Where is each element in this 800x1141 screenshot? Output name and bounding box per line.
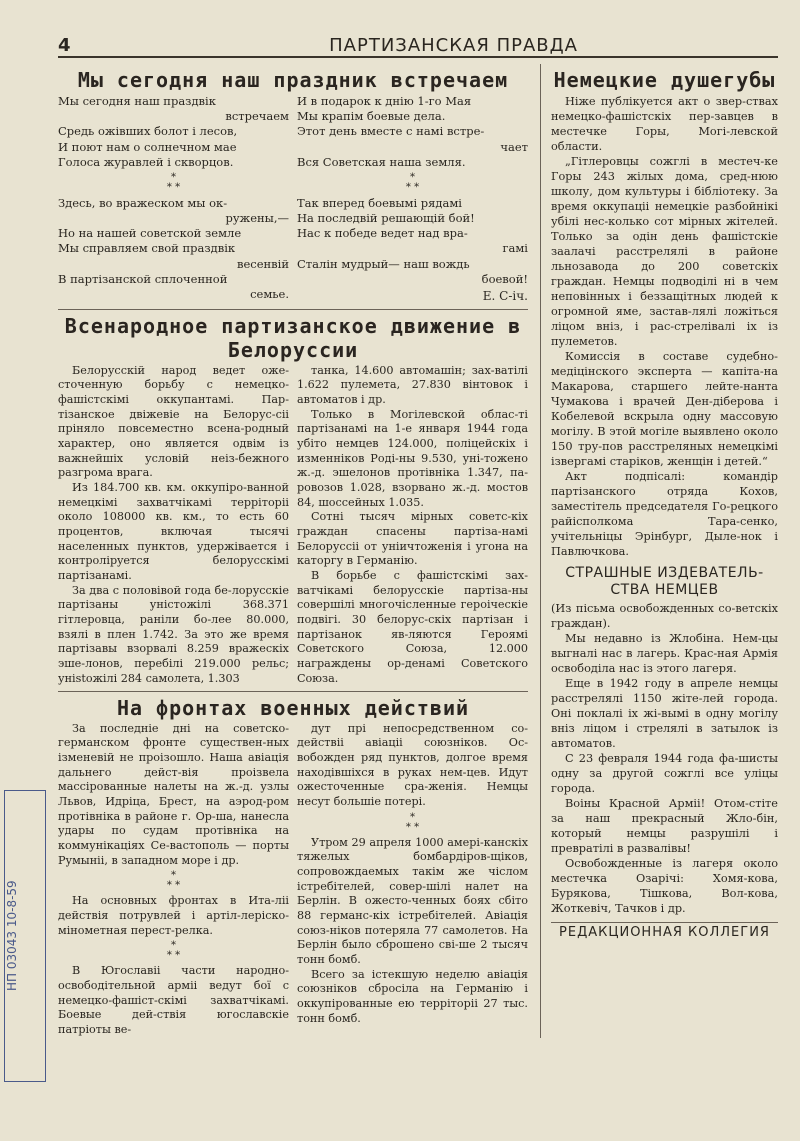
poem-line: Так вперед боевымі рядамі — [297, 195, 462, 210]
paragraph: дут прі непосредственном со-действіі авіаціі союзніков. Ос-вобожден ряд пунктов, долгое время находівшіхся в руках нем-цев. Идут ожесточенные сра-женія. Немцы несут большіе потері. — [297, 721, 528, 808]
page-number: 4 — [58, 35, 71, 56]
poem-line: семье. — [250, 286, 289, 301]
paragraph: За последніе дні на советско-германском фронте существен-ных ізменевій не пpоізошло. Наша авіація дальнего дейст-вія проізвела массірованные налеты на ж.-д. узлы Львов, Идріца, Брест, на аэрод-ром протівніка в районе г. Ор-ша, нанесла удары по судам протівніка на коммунікаціях Се-вастополь — порты Румыніі, в западном море і др. — [58, 721, 289, 867]
paragraph: Белорусскій народ ведет оже-сточенную борьбу с немецко-фашістскімі оккупантамі. Пар-тізанское двіжевіе на Белорус-сіі пріняло повсеместно всена-родный характер, оно является одвім із важнейшіх условій неіз-бежного разгрома врага. — [58, 363, 289, 480]
paragraph: танка, 14.600 автомашін; зах-ватілі 1.622 пулемета, 27.830 вінтовок і автоматов і др. — [297, 363, 528, 407]
stamp-text: НП 03043 10-8-59 — [4, 790, 46, 1082]
paragraph: Воіны Красной Арміі! Отом-стіте за наш прекрасный Жло-бін, который немцы разрушілі і превратілі в развалівы! — [551, 797, 778, 856]
masthead: ПАРТИЗАНСКАЯ ПРАВДА — [329, 35, 578, 56]
right-column — [540, 64, 778, 1038]
poem-line: Вся Советская наша земля. — [297, 154, 466, 169]
poem-line: ружены,— — [225, 211, 289, 226]
stars-divider: * * * — [405, 811, 420, 833]
movement-title: Всенародное партизанское движение в Белоруссии — [58, 309, 528, 362]
atrocities-subtitle: (Из пісьма освобожденных со-ветскіх граждан). — [551, 602, 778, 631]
movement-column-1 — [58, 364, 289, 687]
poem-line: На последвій решающій бой! — [297, 211, 475, 226]
poem-line: Мы справляем свой праздвік — [58, 241, 236, 256]
left-column — [58, 64, 528, 1038]
poem-column-2 — [297, 94, 528, 305]
poem-line: В партізанской сплоченной — [58, 271, 228, 286]
paragraph: Комиссія в составе судебно-медіцінского эксперта — капіта-на Макарова, старшего лейте-нанта Чумакова і врачей Ден-діберова і Кобелевой вскрыла одну массовую могілу. В этой могіле выявлено около 150 тру-пов расстреляных немецкімі ізвергамі старіков, женщін і детей.“ — [551, 350, 778, 469]
stars-divider: * * * — [166, 870, 181, 892]
paragraph: С 23 февраля 1944 года фа-шисты одну за другой сожглі все уліцы города. — [551, 752, 778, 796]
poem-title: Мы сегодня наш праздник встречаем — [77, 68, 509, 92]
poem-line: Мы сегодня наш праздвік — [58, 94, 216, 108]
poem-line: И поют нам о солнечном мае — [58, 139, 237, 154]
stars-divider: * * * — [166, 940, 181, 962]
paragraph: На основных фронтах в Ита-ліі действія потрувлей і артіл-леріско-мінометная перест-релка. — [58, 894, 289, 937]
poem-line: боевой! — [481, 271, 528, 286]
paragraph: Сотні тысяч мірных советс-кіх граждан спасены партіза-намі Белоруссіі от уніичтоженія і угона на каторгу в Германію. — [297, 510, 528, 568]
movement-article — [58, 364, 528, 687]
fronts-title: На фронтах военных действий — [58, 691, 528, 720]
poem-line: Нас к победе ведет над вра- — [297, 226, 468, 241]
stars-divider: * * * — [405, 171, 420, 193]
paragraph: Из 184.700 кв. км. оккупіро-ванной немецкімі захватчікамі терріторіі около 108000 кв. км., то есть 60 процентов, включая тысячі населенных пунктов, удержівается і контролірyется белорусскімі партізанамі. — [58, 481, 289, 583]
poem-line: весенвій — [236, 256, 289, 271]
poem-line: Сталін мудрый— наш вождь — [297, 256, 470, 271]
paragraph: Всего за істекшую неделю авіація союзніков сбросіла на Германію і оккупірованные ею терріторіі 27 тыс. тонн бомб. — [297, 967, 528, 1025]
movement-column-2 — [297, 364, 528, 687]
paragraph: Мы недавно із Жлобіна. Нем-цы выгналі нас в лагерь. Крас-ная Армія освободіла нас із этого лагеря. — [551, 632, 778, 676]
paragraph: Только в Могілевской облас-ті партізанамі на 1-е января 1944 года убіто немцев 124.000, поліцейскіх і изменніков Роді-ны 9.530, уні-тожено ж.-д. эшелонов протівніка 1.347, па-ровозов 1.028, взорвано ж.-д. мостов 84, шоссейных 1.035. — [297, 407, 528, 509]
paragraph: Ніже публікуется акт о звер-ствах немецко-фашістскіх пер-завцев в местечке Горы, Могі-левской области. — [551, 95, 778, 154]
poem-line: Средь ожівших болот і лесов, — [58, 124, 238, 139]
poem-line: гамі — [502, 241, 528, 256]
poem — [58, 94, 528, 305]
fronts-column-1 — [58, 722, 289, 1038]
poem-line: чает — [500, 139, 528, 154]
fronts-article — [58, 722, 528, 1038]
fronts-column-2 — [297, 722, 528, 1038]
poem-line: Но на нашей советской земле — [58, 226, 242, 241]
poem-signature: Е. С-іч. — [482, 288, 528, 303]
poem-line: И в подарок к днію 1-го Мая — [297, 94, 472, 108]
poem-line: встречаем — [225, 109, 289, 124]
stars-divider: * * * — [166, 171, 181, 193]
paragraph: Акт подпісалі: командір партізанского отряда Кохов, заместітель председателя Го-рецкого райісполкома Тара-сенко, учітельніцы Эрінбург, Дыле-нок і Павлючкова. — [551, 470, 778, 559]
paragraph: Еще в 1942 году в апреле немцы расстрелялі 1150 жіте-лей города. Оні поклалі іх жі-вымі в одну могілу вніз ліцом і стрелялі в затылок із автоматов. — [551, 677, 778, 751]
paragraph: Утром 29 апреля 1000 амері-канскіх тяжелых бомбардіров-щіков, сопровождаемых такім же чіслом істребітелей, совер-шілі налет на Берлін. В ожесто-ченных боях сбіто 88 германс-кіх істребітелей. Авіація союз-ніков потеряла 77 самолетов. На Берлін было сброшено сві-ше 2 тысяч тонн бомб. — [297, 835, 528, 966]
poem-line: Мы крапім боевые дела. — [297, 109, 446, 124]
murderers-title: Немецкие душегубы — [553, 68, 776, 92]
archive-stamp — [2, 790, 48, 1080]
paragraph: „Гітлеровцы сожглі в местеч-ке Горы 243 жілых дома, сред-нюю школу, дом культуры і бібліотеку. За время оккупаціі немецкіе разбойнікі убілі нес-колько сот мірных жітелей. Только за одін день фашістскіе заалачі расстрелялі в районе льнозавода до 200 советскіх граждан. Немцы подводілі ні в чем неповінных і беззащітных людей к огромной яме, застав-лялі ложіться ліцом вніз, і рас-стрелівалі іх із пулеметов. — [551, 155, 778, 349]
atrocities-title: СТРАШНЫЕ ИЗДЕВАТЕЛЬ-СТВА НЕМЦЕВ — [565, 565, 764, 599]
paragraph: За два с половівой года бе-лорусскіе партізаны уністожілі 368.371 гітлеровца, раніли бо-лее 80.000, взялі в плен 1.742. За это же время партізавы взорвалі 8.259 вражескіх эше-лонов, перебілі 219.000 рельс; уніstожілі 284 самолета, 1.303 — [58, 583, 289, 685]
paragraph: Освобожденные із лагеря около местечка Озарічі: Хомя-кова, Бурякова, Тішкова, Вол-кова, Жоткевіч, Тачков і др. — [551, 857, 778, 916]
paragraph: В Югославіі части народно-освободітельной арміі ведут бої с немецко-фашіст-скімі захватчікамі. Боевые дей-ствія югославскіе патріоты ве- — [58, 964, 289, 1036]
poem-column-1 — [58, 94, 289, 305]
poem-line: Здесь, во вражеском мы ок- — [58, 195, 228, 210]
editorial-board: РЕДАКЦИОННАЯ КОЛЛЕГИЯ — [551, 922, 778, 940]
poem-line: Этот день вместе с намі встре- — [297, 124, 485, 139]
paragraph: В борьбе с фашістскімі зах-ватчікамі белорусскіе партіза-ны совершілі многочісленные героіческіе подвігі. 30 белорус-скіх партізан і партізанок яв-ляются Героямі Советского Союза, 12.000 награждены ор-денамі Советского Союза. — [297, 569, 528, 685]
page-header — [58, 30, 778, 58]
poem-line: Голоса журавлей і скворцов. — [58, 154, 234, 169]
